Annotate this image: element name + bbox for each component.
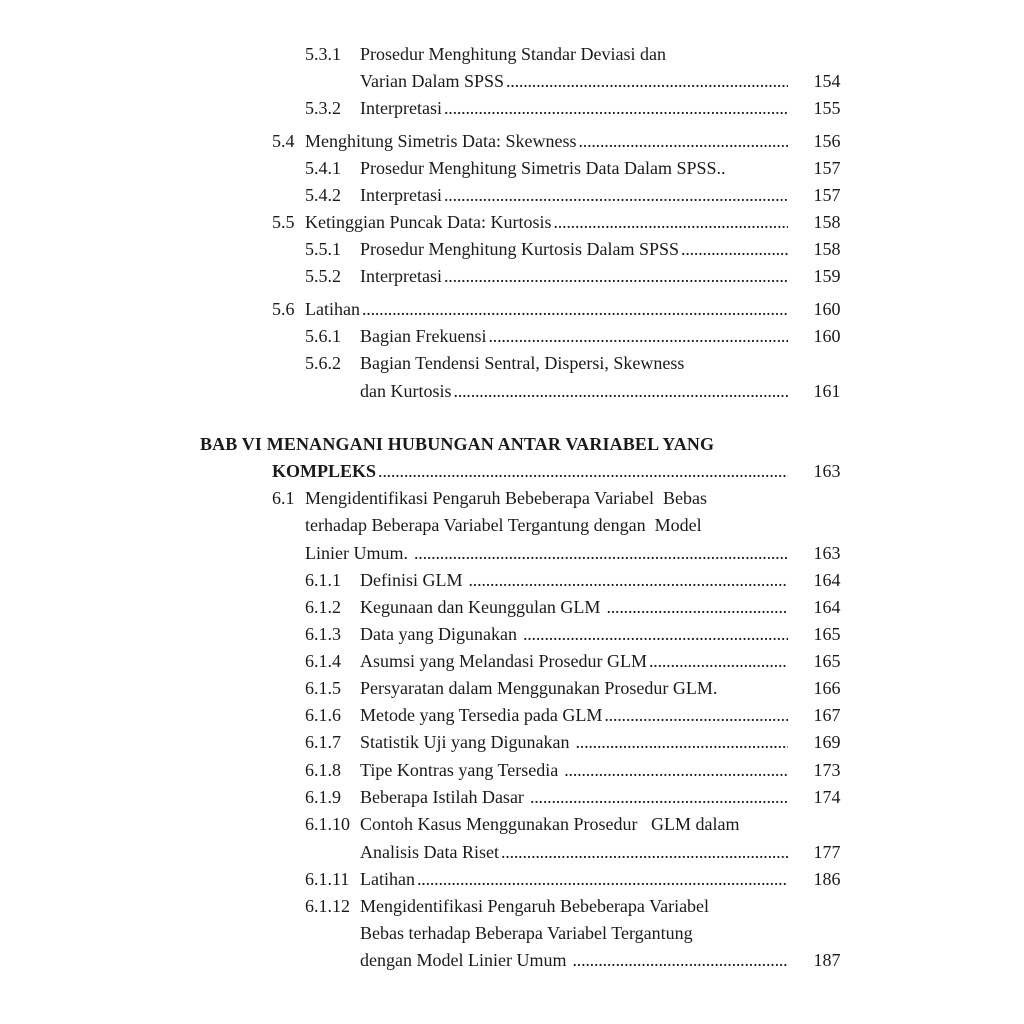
page-number: 187	[813, 950, 841, 970]
dot-leader	[501, 840, 788, 864]
entry-title: Bebas terhadap Beberapa Variabel Tergantung	[360, 923, 693, 943]
section-number: 6.1.2	[305, 597, 341, 617]
dot-leader	[378, 459, 788, 483]
dot-leader	[553, 210, 788, 234]
entry-title: Mengidentifikasi Pengaruh Bebeberapa Variabel	[360, 896, 710, 916]
page-number: 154	[813, 71, 841, 91]
section-number: 6.1.7	[305, 732, 341, 752]
entry-title: Latihan	[305, 299, 360, 319]
toc-entry	[305, 129, 790, 153]
entry-title: Beberapa Istilah Dasar	[360, 787, 524, 807]
toc-entry	[360, 69, 790, 93]
toc-entry	[360, 785, 790, 809]
entry-title: KOMPLEKS	[272, 461, 377, 481]
entry-title: Latihan	[360, 869, 415, 889]
entry-title: Asumsi yang Melandasi Prosedur GLM	[360, 651, 647, 671]
toc-entry	[360, 948, 790, 972]
dot-leader	[606, 595, 788, 619]
entry-title: Contoh Kasus Menggunakan Prosedur GLM dalam	[360, 814, 740, 834]
entry-title: Bagian Tendensi Sentral, Dispersi, Skewness	[360, 353, 685, 373]
toc-entry	[360, 237, 790, 261]
chapter-heading: BAB VI MENANGANI HUBUNGAN ANTAR VARIABEL YANG	[200, 434, 715, 454]
dot-leader	[488, 324, 788, 348]
dot-leader	[414, 541, 788, 565]
entry-title: Interpretasi	[360, 266, 442, 286]
entry-title: Bagian Frekuensi	[360, 326, 487, 346]
section-number: 5.6.2	[305, 353, 341, 373]
toc-entry	[305, 541, 790, 565]
section-number: 5.6.1	[305, 326, 341, 346]
section-number: 6.1.12	[305, 896, 350, 916]
section-number: 6.1.11	[305, 869, 350, 889]
entry-title: Data yang Digunakan	[360, 624, 517, 644]
toc-entry	[360, 324, 790, 348]
page-number: 186	[813, 869, 841, 889]
section-number: 6.1.9	[305, 787, 341, 807]
page-number: 158	[813, 212, 841, 232]
page-number: 177	[813, 842, 841, 862]
toc-entry	[360, 730, 790, 754]
section-number: 5.6	[272, 299, 295, 319]
page-number: 169	[813, 732, 841, 752]
section-number: 6.1.10	[305, 814, 350, 834]
section-number: 5.5.1	[305, 239, 341, 259]
entry-title: Metode yang Tersedia pada GLM	[360, 705, 603, 725]
dot-leader	[506, 69, 788, 93]
toc-entry	[305, 297, 790, 321]
section-number: 5.4.2	[305, 185, 341, 205]
entry-title: terhadap Beberapa Variabel Tergantung dengan Model	[305, 515, 702, 535]
page-number: 159	[813, 266, 841, 286]
section-number: 6.1.3	[305, 624, 341, 644]
section-number: 5.4	[272, 131, 295, 151]
dot-leader	[564, 758, 788, 782]
dot-leader	[444, 96, 788, 120]
entry-title: Statistik Uji yang Digunakan	[360, 732, 570, 752]
entry-title: dan Kurtosis	[360, 381, 452, 401]
entry-title: Interpretasi	[360, 98, 442, 118]
dot-leader	[444, 183, 788, 207]
entry-title: Interpretasi	[360, 185, 442, 205]
section-number: 6.1.6	[305, 705, 341, 725]
dot-leader	[578, 129, 788, 153]
toc-entry	[360, 758, 790, 782]
section-number: 6.1	[272, 488, 295, 508]
page-number: 165	[813, 651, 841, 671]
toc-entry	[360, 867, 790, 891]
toc-entry	[360, 96, 790, 120]
page-number: 163	[813, 461, 841, 481]
entry-title: Menghitung Simetris Data: Skewness	[305, 131, 577, 151]
toc-entry	[360, 622, 790, 646]
dot-leader	[530, 785, 788, 809]
toc-entry	[360, 649, 790, 673]
entry-title: dengan Model Linier Umum	[360, 950, 567, 970]
dot-leader	[469, 568, 789, 592]
dot-leader	[604, 703, 788, 727]
section-number: 6.1.4	[305, 651, 341, 671]
dot-leader	[444, 264, 788, 288]
page-number: 157	[813, 158, 841, 178]
toc-entry	[360, 840, 790, 864]
page-number: 160	[813, 326, 841, 346]
page-number: 156	[813, 131, 841, 151]
section-number: 5.4.1	[305, 158, 341, 178]
toc-entry	[272, 459, 790, 483]
page-number: 173	[813, 760, 841, 780]
section-number: 6.1.1	[305, 570, 341, 590]
entry-title: Mengidentifikasi Pengaruh Bebeberapa Variabel Bebas	[305, 488, 708, 508]
page-number: 160	[813, 299, 841, 319]
entry-title: Linier Umum.	[305, 543, 408, 563]
entry-title: Prosedur Menghitung Standar Deviasi dan	[360, 44, 666, 64]
page-number: 174	[813, 787, 841, 807]
page-number: 157	[813, 185, 841, 205]
entry-title: Prosedur Menghitung Kurtosis Dalam SPSS	[360, 239, 680, 259]
entry-title: Persyaratan dalam Menggunakan Prosedur GLM.	[360, 678, 718, 698]
toc-entry	[360, 595, 790, 619]
entry-title: Analisis Data Riset	[360, 842, 499, 862]
entry-title: Kegunaan dan Keunggulan GLM	[360, 597, 601, 617]
page-number: 161	[813, 381, 841, 401]
page-number: 164	[813, 597, 841, 617]
toc-entry	[360, 379, 790, 403]
page-number: 164	[813, 570, 841, 590]
section-number: 5.3.1	[305, 44, 341, 64]
dot-leader	[575, 730, 788, 754]
toc-entry	[360, 264, 790, 288]
dot-leader	[572, 948, 788, 972]
dot-leader	[523, 622, 788, 646]
page-number: 155	[813, 98, 841, 118]
page-number: 163	[813, 543, 841, 563]
entry-title: Definisi GLM	[360, 570, 463, 590]
toc-entry	[305, 42, 805, 66]
page-number: 167	[813, 705, 841, 725]
dot-leader	[417, 867, 788, 891]
entry-title: Varian Dalam SPSS	[360, 71, 504, 91]
section-number: 5.3.2	[305, 98, 341, 118]
dot-leader	[362, 297, 788, 321]
page-number: 158	[813, 239, 841, 259]
section-number: 5.5.2	[305, 266, 341, 286]
section-number: 6.1.8	[305, 760, 341, 780]
toc-entry	[305, 210, 790, 234]
dot-leader	[649, 649, 788, 673]
entry-title: Ketinggian Puncak Data: Kurtosis	[305, 212, 552, 232]
section-number: 6.1.5	[305, 678, 341, 698]
entry-title: Prosedur Menghitung Simetris Data Dalam SPSS..	[360, 158, 726, 178]
toc-entry	[360, 568, 790, 592]
page-number: 166	[813, 678, 841, 698]
entry-title: Tipe Kontras yang Tersedia	[360, 760, 559, 780]
dot-leader	[454, 379, 789, 403]
toc-entry	[360, 183, 790, 207]
dot-leader	[681, 237, 788, 261]
page-number: 165	[813, 624, 841, 644]
section-number: 5.5	[272, 212, 295, 232]
toc-entry	[360, 703, 790, 727]
